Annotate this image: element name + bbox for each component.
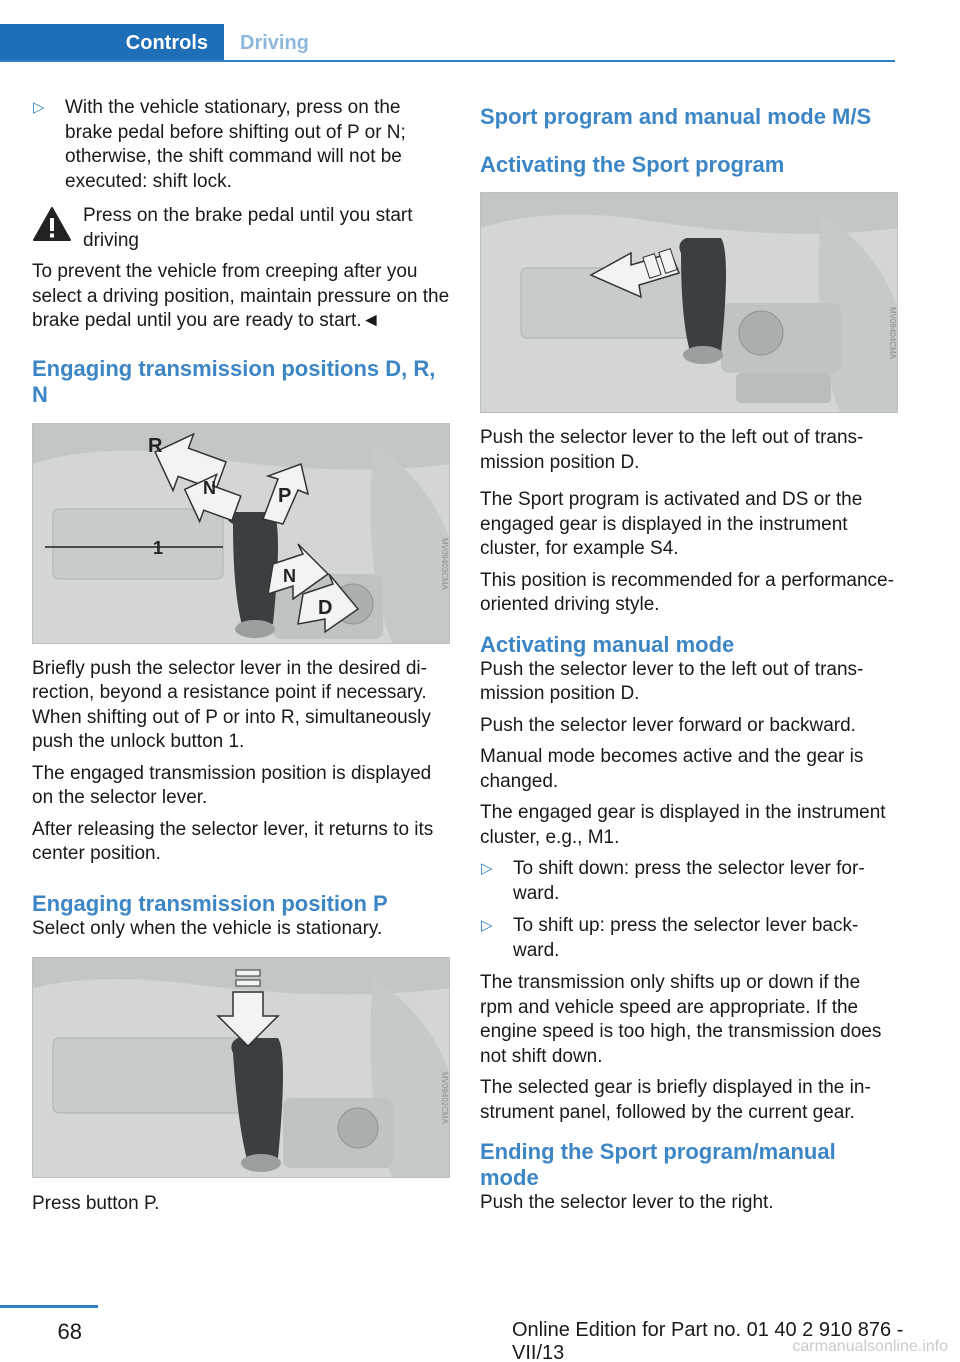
bullet-text: To shift down: press the selector lever forward. [513, 858, 865, 904]
bullet-triangle-icon: ▷ [481, 917, 493, 934]
header-tabs [0, 24, 895, 62]
edition-text: Online Edition for Part no. 01 40 2 910 876 - VII/13 [512, 1319, 904, 1362]
selector-lever-p-image [32, 957, 450, 1178]
list-item [480, 857, 898, 906]
heading-activating-sport: Activating the Sport program [480, 152, 785, 177]
heading-engaging-drn: Engaging transmission positions D, R, N [32, 355, 436, 407]
heading-activating-manual: Activating manual mode [480, 631, 735, 657]
gear-displayed-paragraph: The engaged gear is displayed in the instrument cluster, e.g., M1. [480, 802, 886, 848]
label-p: P [278, 484, 292, 507]
heading-engaging-p: Engaging transmission position P [32, 890, 388, 916]
warning-text: Press on the brake pedal until you start driving [83, 205, 413, 251]
push-left-paragraph: Push the selector lever to the left out of transmission position D. [480, 427, 864, 473]
header-rule [0, 60, 895, 62]
tab-controls[interactable]: Controls [0, 24, 224, 62]
press-button-p-paragraph: Press button P. [32, 1193, 160, 1214]
watermark-text: carmanualsonline.info [792, 1338, 948, 1355]
selector-lever-p-illustration [33, 958, 450, 1178]
warning-icon [32, 206, 72, 242]
briefly-displayed-paragraph: The selected gear is briefly displayed in the instrument panel, followed by the current gear. [480, 1077, 871, 1123]
rpm-paragraph: The transmission only shifts up or down if the rpm and vehicle speed are appropriate. If the engine speed is too high, the transmission does not shift down. [480, 972, 882, 1067]
bullet-text: To shift up: press the selector lever backward. [513, 915, 859, 961]
image-code: MV09402CMA [440, 1071, 449, 1125]
list-item [480, 914, 898, 963]
sport-active-paragraph: The Sport program is activated and DS or the engaged gear is displayed in the instrument cluster, for example S4. [480, 489, 863, 559]
select-stationary-paragraph: Select only when the vehicle is stationary. [32, 917, 383, 939]
page-number: 68 [57, 1319, 82, 1344]
heading-sport-manual: Sport program and manual mode M/S [480, 104, 872, 129]
after-release-paragraph: After releasing the selector lever, it returns to its center position. [32, 818, 434, 864]
left-column [32, 96, 450, 1224]
heading-ending-sport: Ending the Sport program/manual mode [480, 1139, 836, 1190]
image-code: MV09403CMA [440, 537, 449, 590]
bullet-triangle-icon: ▷ [33, 99, 45, 116]
tab-driving[interactable]: Driving [240, 32, 309, 54]
push-right-paragraph: Push the selector lever to the right. [480, 1192, 774, 1213]
creep-paragraph: To prevent the vehicle from creeping after you select a driving position, maintain pressure on the brake pedal until you are ready to start.◄ [32, 261, 450, 331]
briefly-paragraph: Briefly push the selector lever in the desired direction, beyond a resistance point if necessary. When shifting out of P or into R, simultaneously push the unlock button 1. [32, 657, 431, 752]
push-left-manual-paragraph: Push the selector lever to the left out of transmission position D. [480, 658, 864, 704]
image-code: MV09404CMA [888, 306, 897, 360]
selector-lever-drn-image [32, 423, 450, 644]
selector-lever-drn-illustration [33, 424, 450, 644]
warning-note [32, 204, 450, 253]
footer-rule [0, 1305, 98, 1308]
bullet-triangle-icon: ▷ [481, 860, 493, 877]
label-1: 1 [153, 537, 164, 558]
forward-backward-paragraph: Push the selector lever forward or backward. [480, 714, 856, 736]
bullet-text: With the vehicle stationary, press on the brake pedal before shifting out of P or N; otherwise, the shift command will not be executed: shift lock. [65, 97, 406, 192]
manual-active-paragraph: Manual mode becomes active and the gear is changed. [480, 746, 864, 792]
label-r: R [148, 434, 163, 457]
list-item [32, 96, 450, 194]
label-d: D [318, 596, 333, 619]
selector-lever-sport-image [480, 192, 898, 413]
recommended-paragraph: This position is recommended for a performance-oriented driving style. [480, 569, 894, 615]
selector-lever-sport-illustration [481, 193, 898, 413]
label-n-lower: N [283, 565, 296, 586]
label-n-upper: N [203, 477, 216, 498]
engaged-paragraph: The engaged transmission position is displayed on the selector lever. [32, 762, 432, 808]
right-column [480, 96, 898, 1223]
